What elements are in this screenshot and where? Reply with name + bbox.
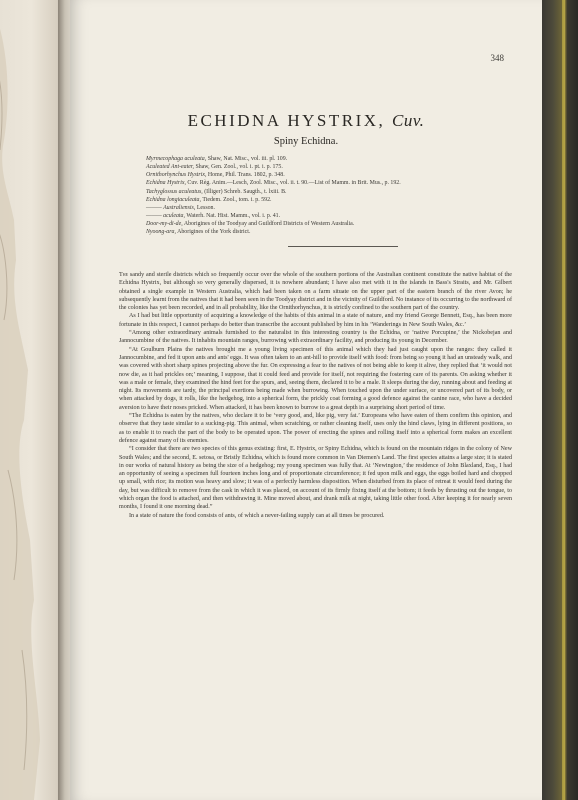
synonym-entry: Echidna Hystrix, Cuv. Règ. Anim.—Lesch, Zool. Misc., vol. ii. t. 90.—List of Mamm. in Brit. Mus., p. 192. [146,180,401,187]
book-edge [542,0,578,800]
synonym-entry: Door-my-dī-de, Aborigines of the Toodyay and Guildford Districts of Western Australia. [146,221,355,228]
synonym-entry: Ornithorhynchus Hystrix, Home, Phil. Trans. 1802, p. 348. [146,172,285,179]
paragraph: “I consider that there are two species of this genus existing: first, E. Hystrix, or Spiny Echidna, which is found on the mountain ridges in the colony of New South Wales; and the second, E. setosa, or Bristly Echidna, which is found more common in Van Diemen's Land. The first species attains a large size; it is stated in our works of natural history as being the size of a hedgehog; my young specimen was fully that. At ‘Newington,’ the residence of John Blaxland, Esq., I had an opportunity of seeing a specimen full fourteen inches long and of proportionate circumference; it fed upon milk and eggs, the eggs boiled hard and chopped up small, with rice; its motion was heavy and slow; it was of a perfectly harmless disposition. When disturbed from its place of retreat it would feed during the day, but was difficult to remove from the cask in which it was placed, on account of its firmly fixing itself at the bottom; it feeds by thrusting out the tongue, to which organ the food is attached, and then withdrawing it. Mine moved about, and drank milk at night, taking little other food. After keeping it for nearly seven months, I found it one morning dead.” [119,446,512,511]
book-page [70,0,542,800]
section-divider [288,246,398,247]
synonym-entry: Aculeated Ant-eater, Shaw, Gen. Zool., vol. i. pt. i. p. 175. [146,164,283,171]
synonym-entry: Tachyglossus aculeatus, (Illiger) Schreb. Saugth., t. lxiii. B. [146,188,287,195]
common-name: Spiny Echidna. [273,136,339,147]
paragraph: As I had but little opportunity of acquiring a knowledge of the habits of this animal in a state of nature, and my friend George Bennett, Esq., has been more fortunate in this respect, I cannot perhaps do better than transcribe the account published by him in his ‘Wanderings in New South Wales, &c.’ [119,313,512,328]
title-author: Cuv. [392,111,425,130]
title-genus: ECHIDNA HYSTRIX, [187,111,386,130]
page-number: 348 [490,53,504,63]
synonymy-list [146,155,506,237]
paragraph: In a state of nature the food consists of ants, of which a never-failing supply can at all times be procured. [129,512,385,519]
paragraph: “At Goulburn Plains the natives brought me a young living specimen of this animal which they had just caught upon the ranges: they called it Jannocumbine, and fed it upon ants and ants' eggs. It was often taken to an ant-hill to provide itself with food: from being so young it had an unsteady walk, and was covered with short sharp spines projecting above the fur. On expressing a fear to the natives of not being able to keep it alive, they replied that ‘it would not now die, as it had prickles on;’ meaning, I suppose, that it could feed and provide for itself, not requiring the fostering care of its parents. On asking whether it was a male or female, they examined the hind feet for the spurs, and, seeing them, declared it to be a male. It sleeps during the day, running about and feeding at night. Its movements are tardy, the principal exertions being made when burrowing. When touched upon the under surface, or uncovered part of its body, or when attacked by dogs, it rolls, like the hedgehog, into a spherical form, the prickly coat forming a good defence against the canine race, who have a decided aversion to have their noses pricked. When attacked, it has been known to burrow to a great depth in a surprising short period of time. [119,346,512,411]
synonym-entry: Myrmecophaga aculeata, Shaw, Nat. Misc., vol. iii. pl. 109. [146,156,288,162]
body-text [119,271,512,520]
paragraph: The sandy and sterile districts which so frequently occur over the whole of the southern portions of the Australian continent constitute the native habitat of the Echidna Hystrix, but although so very generally dispersed, it is nowhere abundant; I have also met with it in the islands in Bass's Straits, and Mr. Gilbert obtained a single example in Western Australia, which had been taken on a farm situate on the upper part of the eastern branch of the river Avon; he subsequently learnt from the natives that it had been seen in the Toodyay district and in the vicinity of Guildford. No instance of its occurring to the northward of the colonies has yet been recorded, and in all probability, like the Ornithorhynchus, it is strictly confined to the southern part of the country. [119,272,512,312]
synonym-entry: ——— Australiensis, Lesson. [146,204,215,211]
paragraph: “Among other extraordinary animals furnished to the naturalist in this interesting country is the Echidna, or ‘native Porcupine,’ the Nickobejan and Jannocumbine of the natives. It inhabits mountain ranges, burrowing with extraordinary facility, and producing its young in December. [119,330,512,345]
synonym-entry: Echidna longiaculeata, Tiedem. Zool., tom. i. p. 592. [146,196,272,203]
paragraph: “The Echidna is eaten by the natives, who declare it to be ‘very good, and, like pig, very fat.’ Europeans who have eaten of them confirm this opinion, and observe that they taste similar to a sucking-pig. This animal, when scratching, or rather cleaning itself, uses only the hind claws, lying in different positions, so as to enable it to reach the part of the body to be operated upon. The power of erecting the spines and rolling itself into a spherical form makes an excellent defence against many of its enemies. [119,413,512,444]
synonym-entry: Nyoong-ara, Aborigines of the York district. [146,229,251,236]
species-title [70,111,542,131]
synonym-entry: ——— aculeata, Waterh. Nat. Hist. Mamm., vol. i. p. 41. [146,213,281,220]
facing-plate-illustration [0,0,64,800]
